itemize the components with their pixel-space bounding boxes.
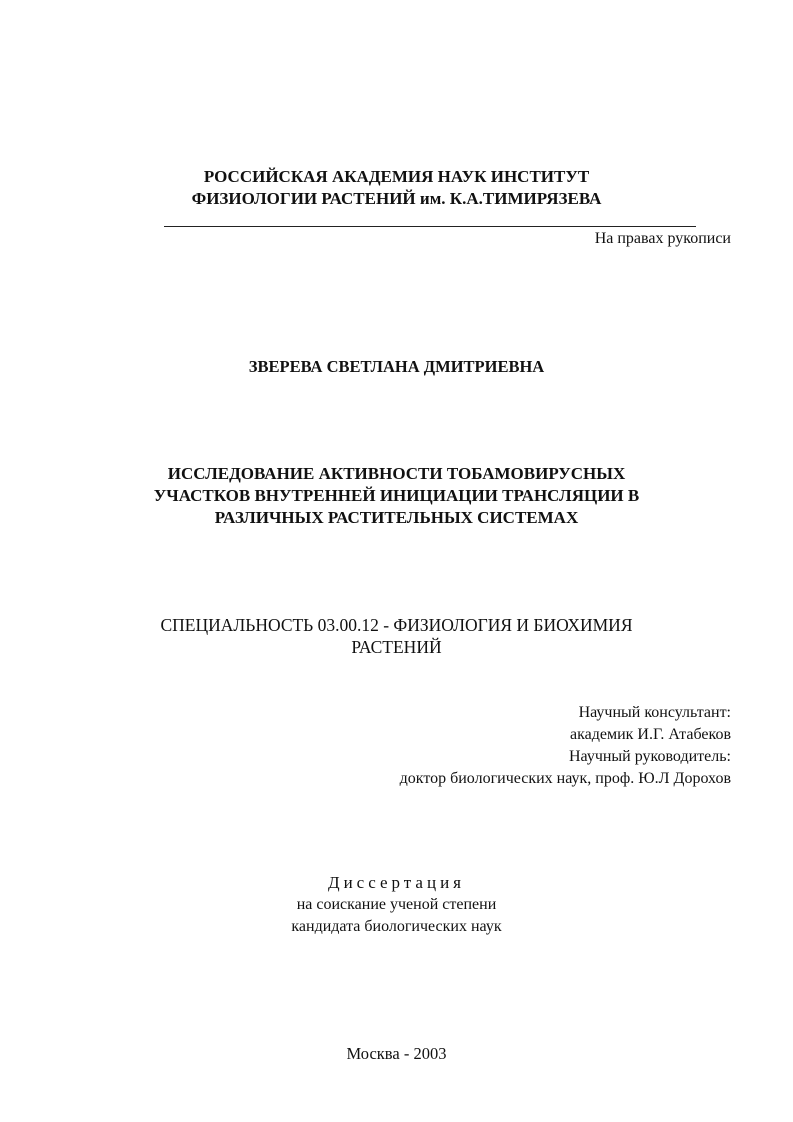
header-divider: [164, 226, 696, 227]
title-line-2: УЧАСТКОВ ВНУТРЕННЕЙ ИНИЦИАЦИИ ТРАНСЛЯЦИИ В: [153, 486, 640, 505]
dissertation-title: [0, 463, 793, 529]
author-name: ЗВЕРЕВА СВЕТЛАНА ДМИТРИЕВНА: [248, 357, 545, 376]
rights-note: На правах рукописи: [594, 230, 731, 247]
supervisor-name: доктор биологических наук, проф. Ю.Л Дорохов: [399, 770, 731, 787]
specialty-line-2: РАСТЕНИЙ: [351, 637, 442, 657]
dissertation-heading: Диссертация: [327, 873, 465, 892]
institution-line-2: ФИЗИОЛОГИИ РАСТЕНИЙ им. К.А.ТИМИРЯЗЕВА: [191, 189, 602, 208]
consultant-name: академик И.Г. Атабеков: [569, 726, 731, 743]
city-year: Москва - 2003: [346, 1044, 447, 1063]
dissertation-block: [0, 872, 793, 938]
consultant-label: Научный консультант:: [578, 704, 731, 721]
title-line-3: РАЗЛИЧНЫХ РАСТИТЕЛЬНЫХ СИСТЕМАХ: [214, 508, 579, 527]
title-line-1: ИССЛЕДОВАНИЕ АКТИВНОСТИ ТОБАМОВИРУСНЫХ: [167, 464, 626, 483]
specialty: [0, 614, 793, 658]
advisors-block: [400, 702, 731, 790]
specialty-line-1: СПЕЦИАЛЬНОСТЬ 03.00.12 - ФИЗИОЛОГИЯ И БИОХИМИЯ: [160, 615, 633, 635]
dissertation-line-1: на соискание ученой степени: [296, 896, 497, 913]
institution-name: [0, 166, 793, 210]
supervisor-label: Научный руководитель:: [568, 748, 731, 765]
dissertation-line-2: кандидата биологических наук: [291, 918, 502, 935]
institution-line-1: РОССИЙСКАЯ АКАДЕМИЯ НАУК ИНСТИТУТ: [203, 167, 590, 186]
